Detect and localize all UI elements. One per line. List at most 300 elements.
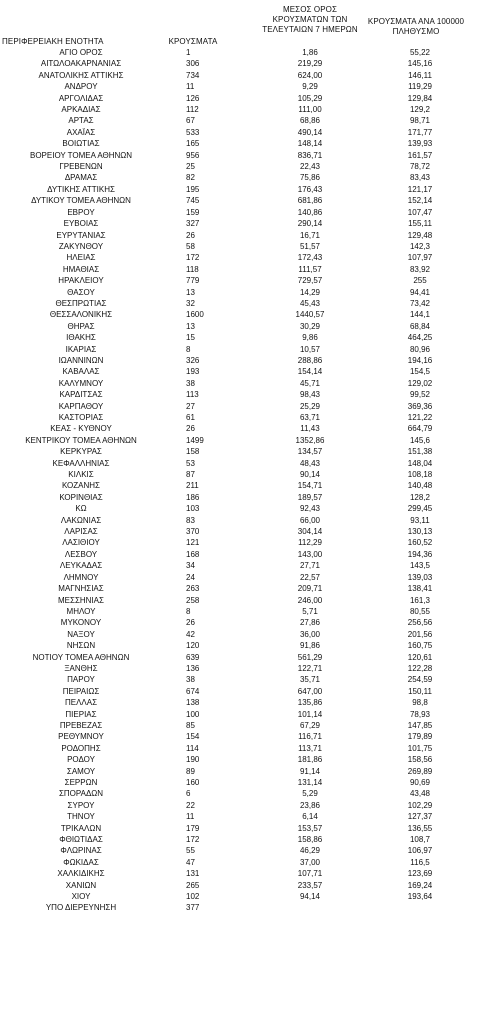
cell-avg-7days: 5,29: [302, 789, 318, 799]
table-body: [0, 47, 485, 914]
cell-cases: 47: [186, 857, 195, 867]
cell-cases: 100: [186, 709, 200, 719]
cell-per-100000: 147,85: [407, 720, 433, 730]
cell-region: ΑΡΚΑΔΙΑΣ: [61, 105, 101, 115]
cell-region: ΤΗΝΟΥ: [67, 812, 95, 822]
table-row: [0, 503, 485, 514]
cell-region: ΠΡΕΒΕΖΑΣ: [59, 720, 103, 730]
cell-per-100000: 121,22: [407, 413, 433, 422]
cell-cases: 159: [186, 207, 200, 217]
cell-per-100000: 107,97: [407, 253, 433, 263]
cell-region: ΘΕΣΣΑΛΟΝΙΚΗΣ: [49, 310, 113, 320]
table-row: [0, 150, 485, 161]
cell-region: ΚΕΝΤΡΙΚΟΥ ΤΟΜΕΑ ΑΘΗΝΩΝ: [25, 435, 137, 445]
cell-avg-7days: 304,14: [297, 527, 323, 537]
cell-avg-7days: 91,14: [299, 766, 321, 776]
cell-avg-7days: 111,57: [298, 264, 322, 274]
cell-avg-7days: 233,57: [297, 880, 323, 890]
cell-region: ΣΠΟΡΑΔΩΝ: [58, 789, 104, 799]
table-header: [0, 0, 485, 48]
table-row: [0, 252, 485, 263]
cell-per-100000: 138,41: [407, 584, 433, 594]
cell-cases: 67: [186, 116, 195, 126]
cell-per-100000: 161,3: [409, 595, 431, 605]
cell-cases: 126: [186, 93, 200, 103]
table-row: [0, 298, 485, 309]
cell-per-100000: 98,8: [412, 698, 428, 708]
cell-avg-7days: 45,43: [299, 298, 321, 308]
cell-avg-7days: 113,71: [298, 743, 322, 753]
cell-per-100000: 116,5: [410, 857, 430, 867]
cell-per-100000: 154,5: [409, 367, 431, 377]
cell-per-100000: 146,11: [408, 70, 432, 80]
cell-cases: 179: [186, 823, 200, 833]
cell-cases: 112: [186, 105, 199, 115]
cell-cases: 58: [186, 241, 195, 251]
cell-per-100000: 108,18: [407, 470, 433, 480]
cell-per-100000: 269,89: [407, 766, 433, 776]
cell-cases: 956: [186, 150, 200, 160]
table-row: [0, 652, 485, 663]
cell-region: ΑΡΤΑΣ: [68, 116, 94, 126]
cell-avg-7days: 9,86: [302, 333, 318, 343]
table-row: [0, 492, 485, 503]
cell-per-100000: 151,38: [407, 447, 433, 457]
cell-cases: 32: [186, 298, 195, 308]
cell-cases: 42: [186, 629, 195, 639]
cell-avg-7days: 66,00: [299, 515, 321, 525]
cell-region: ΑΓΙΟ ΟΡΟΣ: [59, 48, 103, 57]
cell-cases: 103: [186, 504, 200, 514]
cell-avg-7days: 37,00: [299, 857, 321, 867]
cell-region: ΚΑΒΑΛΑΣ: [62, 367, 100, 377]
cell-region: ΘΗΡΑΣ: [67, 321, 95, 331]
cell-cases: 193: [186, 367, 200, 377]
cell-per-100000: 144,1: [409, 310, 431, 320]
cell-region: ΘΑΣΟΥ: [67, 287, 95, 297]
cell-per-100000: 101,75: [407, 743, 433, 753]
table-row: [0, 697, 485, 708]
table-row: [0, 321, 485, 332]
cell-region: ΣΕΡΡΩΝ: [64, 778, 98, 787]
cell-cases: 26: [186, 424, 195, 434]
table-row: [0, 777, 485, 788]
cell-per-100000: 369,36: [407, 401, 433, 411]
cell-region: ΔΥΤΙΚΟΥ ΤΟΜΕΑ ΑΘΗΝΩΝ: [31, 196, 131, 206]
table-row: [0, 515, 485, 526]
cell-per-100000: 121,17: [407, 184, 433, 194]
cell-per-100000: 73,42: [409, 298, 431, 308]
table-row: [0, 743, 485, 754]
cell-cases: 11: [186, 812, 195, 822]
cell-cases: 779: [186, 276, 200, 286]
cell-region: ΚΩ: [75, 504, 87, 514]
cell-cases: 639: [186, 652, 200, 662]
cell-avg-7days: 1352,86: [295, 435, 325, 445]
table-row: [0, 606, 485, 617]
cell-avg-7days: 25,29: [299, 401, 321, 411]
cell-avg-7days: 122,71: [297, 663, 323, 673]
cell-avg-7days: 181,86: [297, 755, 323, 765]
cell-avg-7days: 27,86: [299, 618, 321, 628]
cell-avg-7days: 46,29: [299, 846, 321, 856]
cell-per-100000: 120,61: [407, 652, 433, 662]
cell-per-100000: 139,03: [407, 572, 433, 582]
cell-avg-7days: 154,71: [297, 481, 323, 491]
table-row: [0, 172, 485, 183]
cell-per-100000: 83,92: [409, 264, 431, 274]
cell-per-100000: 80,96: [409, 344, 431, 354]
cell-cases: 186: [186, 492, 200, 502]
cell-cases: 745: [186, 196, 200, 206]
cell-avg-7days: 35,71: [299, 675, 321, 685]
table-row: [0, 617, 485, 628]
cell-cases: 172: [186, 253, 200, 263]
table-row: [0, 93, 485, 104]
cell-cases: 55: [186, 846, 195, 856]
cell-avg-7days: 30,29: [299, 321, 321, 331]
cell-avg-7days: 10,57: [299, 344, 321, 354]
cell-cases: 13: [186, 321, 195, 331]
cell-per-100000: 90,69: [409, 778, 431, 787]
table-row: [0, 355, 485, 366]
table-row: [0, 766, 485, 777]
cell-region: ΗΜΑΘΙΑΣ: [62, 264, 100, 274]
cell-avg-7days: 288,86: [297, 355, 323, 365]
cell-avg-7days: 67,29: [299, 720, 321, 730]
cell-per-100000: 255: [413, 276, 427, 286]
cell-cases: 1600: [186, 310, 204, 320]
cell-avg-7days: 9,29: [302, 82, 318, 92]
table-row: [0, 537, 485, 548]
cell-avg-7days: 92,43: [299, 504, 321, 514]
cell-region: ΑΝΔΡΟΥ: [64, 82, 98, 92]
cell-avg-7days: 23,86: [299, 800, 321, 810]
cell-avg-7days: 647,00: [297, 686, 323, 696]
table-row: [0, 572, 485, 583]
table-row: [0, 275, 485, 286]
cell-region: ΡΟΔΟΠΗΣ: [61, 743, 101, 753]
cell-avg-7days: 246,00: [297, 595, 323, 605]
cell-per-100000: 94,41: [409, 287, 431, 297]
cell-avg-7days: 209,71: [297, 584, 323, 594]
cell-region: ΠΙΕΡΙΑΣ: [65, 709, 97, 719]
cell-region: ΛΑΣΙΘΙΟΥ: [62, 538, 100, 548]
cell-cases: 190: [186, 755, 200, 765]
cell-region: ΚΟΡΙΝΘΙΑΣ: [59, 492, 103, 502]
cell-avg-7days: 131,14: [297, 778, 323, 787]
cell-per-100000: 102,29: [407, 800, 433, 810]
table-row: [0, 58, 485, 69]
cell-region: ΠΑΡΟΥ: [67, 675, 95, 685]
cell-cases: 734: [186, 70, 200, 80]
cell-per-100000: 142,3: [409, 241, 431, 251]
cell-per-100000: 93,11: [410, 515, 430, 525]
cell-cases: 26: [186, 230, 195, 240]
cell-avg-7days: 63,71: [299, 413, 321, 422]
cell-region: ΑΧΑΪΑΣ: [66, 127, 96, 137]
cell-per-100000: 193,64: [407, 892, 433, 902]
table-row: [0, 549, 485, 560]
table-row: [0, 583, 485, 594]
cell-region: ΙΚΑΡΙΑΣ: [65, 344, 97, 354]
table-row: [0, 674, 485, 685]
cell-region: ΦΩΚΙΔΑΣ: [63, 857, 99, 867]
cell-region: ΛΗΜΝΟΥ: [63, 572, 99, 582]
cell-per-100000: 123,69: [407, 869, 433, 879]
cell-per-100000: 139,93: [407, 139, 433, 149]
cell-region: ΠΕΙΡΑΙΩΣ: [62, 686, 100, 696]
cell-cases: 195: [186, 184, 200, 194]
table-row: [0, 207, 485, 218]
cell-cases: 120: [186, 641, 200, 651]
cell-avg-7days: 105,29: [297, 93, 323, 103]
table-row: [0, 629, 485, 640]
cell-cases: 13: [186, 287, 195, 297]
cell-per-100000: 78,72: [409, 162, 431, 172]
cell-per-100000: 155,11: [408, 219, 432, 229]
cell-per-100000: 160,75: [407, 641, 433, 651]
cell-avg-7days: 116,71: [298, 732, 322, 742]
cell-region: ΛΕΥΚΑΔΑΣ: [59, 561, 103, 571]
header-avg-7days: ΜΕΣΟΣ ΟΡΟΣ ΚΡΟΥΣΜΑΤΩΝ ΤΩΝ ΤΕΛΕΥΤΑΙΩΝ 7 ΗΜΕΡΩΝ: [262, 5, 358, 34]
cell-avg-7days: 22,57: [299, 572, 321, 582]
cell-avg-7days: 75,86: [299, 173, 321, 183]
table-row: [0, 344, 485, 355]
table-row: [0, 161, 485, 172]
cell-cases: 87: [186, 470, 195, 480]
cell-per-100000: 160,52: [407, 538, 433, 548]
cell-per-100000: 129,48: [407, 230, 433, 240]
cell-cases: 1499: [186, 435, 204, 445]
cell-cases: 8: [186, 606, 191, 616]
cell-avg-7days: 94,14: [299, 892, 321, 902]
table-row: [0, 480, 485, 491]
cell-region: ΡΕΘΥΜΝΟΥ: [58, 732, 104, 742]
cell-region: ΑΡΓΟΛΙΔΑΣ: [58, 93, 104, 103]
cell-region: ΚΟΖΑΝΗΣ: [61, 481, 101, 491]
cell-region: ΣΥΡΟΥ: [67, 800, 95, 810]
table-row: [0, 857, 485, 868]
table-row: [0, 184, 485, 195]
cell-cases: 114: [186, 743, 199, 753]
cell-per-100000: 145,16: [407, 59, 433, 69]
table-row: [0, 686, 485, 697]
table-row: [0, 195, 485, 206]
cell-avg-7days: 111,00: [298, 105, 322, 115]
cell-avg-7days: 112,29: [298, 538, 322, 548]
cell-per-100000: 122,28: [407, 663, 433, 673]
cell-per-100000: 99,52: [409, 390, 431, 400]
cell-avg-7days: 91,86: [299, 641, 321, 651]
table-row: [0, 834, 485, 845]
cell-region: ΝΑΞΟΥ: [67, 629, 95, 639]
table-row: [0, 640, 485, 651]
table-row: [0, 709, 485, 720]
cell-region: ΒΟΙΩΤΙΑΣ: [62, 139, 100, 149]
cell-region: ΗΡΑΚΛΕΙΟΥ: [58, 276, 104, 286]
cell-avg-7days: 90,14: [299, 470, 321, 480]
cell-per-100000: 80,55: [409, 606, 431, 616]
cell-region: ΙΩΑΝΝΙΝΩΝ: [58, 355, 104, 365]
cell-avg-7days: 143,00: [297, 549, 323, 559]
cell-per-100000: 130,13: [407, 527, 433, 537]
cell-cases: 674: [186, 686, 200, 696]
cell-cases: 172: [186, 835, 200, 845]
header-region: ΠΕΡΙΦΕΡΕΙΑΚΗ ΕΝΟΤΗΤΑ: [2, 37, 104, 46]
header-cases: ΚΡΟΥΣΜΑΤΑ: [168, 37, 218, 46]
cell-cases: 121: [186, 538, 200, 548]
header-per-100000: ΚΡΟΥΣΜΑΤΑ ΑΝΑ 100000 ΠΛΗΘΥΣΜΟ: [367, 17, 465, 36]
cell-cases: 138: [186, 698, 200, 708]
cell-avg-7days: 172,43: [297, 253, 323, 263]
table-row: [0, 731, 485, 742]
cell-per-100000: 664,79: [407, 424, 433, 434]
cell-cases: 326: [186, 355, 200, 365]
cell-cases: 136: [186, 663, 200, 673]
cell-avg-7days: 148,14: [297, 139, 323, 149]
cell-per-100000: 83,43: [409, 173, 431, 183]
cell-region: ΓΡΕΒΕΝΩΝ: [59, 162, 103, 172]
cell-region: ΚΑΡΠΑΘΟΥ: [58, 401, 104, 411]
table-row: [0, 560, 485, 571]
cell-per-100000: 107,47: [407, 207, 433, 217]
cell-avg-7days: 290,14: [297, 219, 323, 229]
cell-per-100000: 127,37: [407, 812, 433, 822]
cell-per-100000: 169,24: [407, 880, 433, 890]
cell-per-100000: 129,2: [409, 105, 431, 115]
cell-per-100000: 158,56: [407, 755, 433, 765]
cell-region: ΒΟΡΕΙΟΥ ΤΟΜΕΑ ΑΘΗΝΩΝ: [29, 150, 133, 160]
cell-region: ΧΑΛΚΙΔΙΚΗΣ: [57, 869, 105, 879]
table-row: [0, 412, 485, 423]
cell-per-100000: 128,2: [409, 492, 431, 502]
table-row: [0, 754, 485, 765]
cell-cases: 61: [186, 413, 195, 422]
cell-region: ΡΟΔΟΥ: [67, 755, 95, 765]
cell-cases: 263: [186, 584, 200, 594]
cell-region: ΕΒΡΟΥ: [67, 207, 95, 217]
cell-region: ΚΑΣΤΟΡΙΑΣ: [58, 413, 104, 422]
cell-per-100000: 464,25: [407, 333, 433, 343]
cell-cases: 158: [186, 447, 200, 457]
cell-per-100000: 78,93: [409, 709, 431, 719]
cell-cases: 89: [186, 766, 195, 776]
cell-cases: 26: [186, 618, 195, 628]
cell-cases: 25: [186, 162, 195, 172]
cell-region: ΜΕΣΣΗΝΙΑΣ: [58, 595, 104, 605]
cell-cases: 38: [186, 675, 195, 685]
cell-avg-7days: 836,71: [297, 150, 323, 160]
table-row: [0, 241, 485, 252]
cell-region: ΧΑΝΙΩΝ: [65, 880, 97, 890]
cell-avg-7days: 5,71: [302, 606, 318, 616]
cell-avg-7days: 36,00: [299, 629, 321, 639]
cell-avg-7days: 14,29: [299, 287, 321, 297]
cell-avg-7days: 681,86: [297, 196, 323, 206]
cell-cases: 83: [186, 515, 195, 525]
cell-avg-7days: 134,57: [297, 447, 323, 457]
cell-region: ΙΘΑΚΗΣ: [66, 333, 96, 343]
cell-per-100000: 194,36: [407, 549, 433, 559]
cell-per-100000: 55,22: [409, 48, 431, 57]
cell-cases: 165: [186, 139, 200, 149]
cell-cases: 85: [186, 720, 195, 730]
cell-cases: 102: [186, 892, 200, 902]
cell-avg-7days: 153,57: [297, 823, 323, 833]
cell-cases: 533: [186, 127, 200, 137]
cell-region: ΠΕΛΛΑΣ: [64, 698, 98, 708]
cell-region: ΜΗΛΟΥ: [66, 606, 96, 616]
table-row: [0, 378, 485, 389]
cell-avg-7days: 6,14: [302, 812, 318, 822]
cell-region: ΥΠΟ ΔΙΕΡΕΥΝΗΣΗ: [45, 903, 117, 913]
cell-region: ΑΝΑΤΟΛΙΚΗΣ ΑΤΤΙΚΗΣ: [38, 70, 124, 80]
cell-cases: 53: [186, 458, 195, 468]
cell-cases: 82: [186, 173, 195, 183]
cell-region: ΝΗΣΩΝ: [66, 641, 96, 651]
table-row: [0, 423, 485, 434]
cell-per-100000: 161,57: [407, 150, 433, 160]
table-row: [0, 663, 485, 674]
cell-per-100000: 136,55: [407, 823, 433, 833]
table-row: [0, 309, 485, 320]
cell-region: ΦΛΩΡΙΝΑΣ: [60, 846, 102, 856]
table-row: [0, 70, 485, 81]
cell-avg-7days: 1440,57: [295, 310, 325, 320]
cell-region: ΚΑΛΥΜΝΟΥ: [58, 378, 104, 388]
cell-cases: 160: [186, 778, 200, 787]
cell-cases: 24: [186, 572, 195, 582]
table-row: [0, 230, 485, 241]
cell-cases: 8: [186, 344, 191, 354]
cell-avg-7days: 16,71: [299, 230, 321, 240]
table-row: [0, 891, 485, 902]
table-row: [0, 332, 485, 343]
cell-cases: 168: [186, 549, 200, 559]
table-row: [0, 446, 485, 457]
cell-cases: 6: [186, 789, 191, 799]
cell-avg-7days: 154,14: [297, 367, 323, 377]
table-row: [0, 104, 485, 115]
cell-region: ΞΑΝΘΗΣ: [64, 663, 98, 673]
cell-per-100000: 254,59: [407, 675, 433, 685]
cell-cases: 1: [186, 48, 191, 57]
cell-per-100000: 129,84: [407, 93, 433, 103]
table-row: [0, 800, 485, 811]
cell-cases: 22: [186, 800, 195, 810]
cell-avg-7days: 98,43: [299, 390, 321, 400]
cell-avg-7days: 22,43: [299, 162, 321, 172]
cell-per-100000: 201,56: [407, 629, 433, 639]
table-row: [0, 389, 485, 400]
cell-cases: 34: [186, 561, 195, 571]
cell-region: ΚΑΡΔΙΤΣΑΣ: [59, 390, 103, 400]
table-row: [0, 218, 485, 229]
cell-cases: 327: [186, 219, 200, 229]
cell-avg-7days: 219,29: [297, 59, 323, 69]
cell-region: ΧΙΟΥ: [71, 892, 91, 902]
cell-cases: 154: [186, 732, 200, 742]
cell-per-100000: 119,29: [408, 82, 432, 92]
cell-avg-7days: 624,00: [297, 70, 323, 80]
cell-avg-7days: 176,43: [297, 184, 323, 194]
cell-per-100000: 68,84: [409, 321, 431, 331]
cell-cases: 131: [186, 869, 200, 879]
cell-per-100000: 150,11: [408, 686, 432, 696]
table-row: [0, 81, 485, 92]
table-row: [0, 47, 485, 58]
